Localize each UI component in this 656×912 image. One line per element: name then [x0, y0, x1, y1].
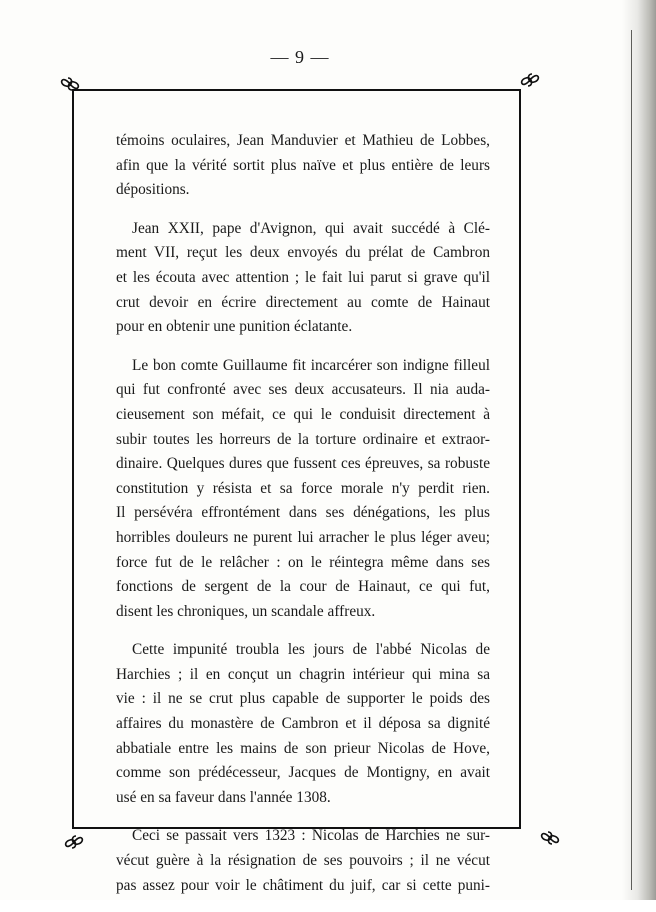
text-line: constitution y résista et sa force morale n'y perdit rien. — [116, 479, 490, 497]
text-line: Harchies ; il en conçut un chagrin intérieur qui mina sa — [116, 665, 490, 683]
corner-flourish-icon — [516, 66, 544, 94]
text-line: comme son prédécesseur, Jacques de Montigny, en avait — [116, 764, 490, 782]
text-line: et les écouta avec attention ; le fait lui parut si grave qu'il — [116, 268, 490, 286]
text-line: pour en obtenir une punition éclatante. — [116, 318, 353, 336]
text-line: afin que la vérité sortit plus naïve et plus entière de leurs — [116, 156, 490, 174]
text-line: cieusement son méfait, ce qui le conduisit directement à — [116, 405, 490, 423]
text-line: Ceci se passait vers 1323 : Nicolas de Harchies ne sur- — [132, 827, 490, 845]
text-line: dinaire. Quelques dures que fussent ces épreuves, sa robuste — [116, 455, 490, 473]
text-line: usé en sa faveur dans l'année 1308. — [116, 788, 331, 806]
text-line: vie : il ne se crut plus capable de supporter le poids des — [116, 690, 490, 708]
paragraph-2 — [116, 217, 490, 340]
text-line: ment VII, reçut les deux envoyés du prélat de Cambron — [116, 244, 490, 262]
text-line: Il persévéra effrontément dans ses dénégations, les plus — [116, 504, 490, 522]
text-line: disent les chroniques, un scandale affreux. — [116, 602, 376, 620]
text-line: subir toutes les horreurs de la torture ordinaire et extraor- — [116, 430, 490, 448]
text-line: force fut de le relâcher : on le réintegra même dans ses — [116, 553, 490, 571]
text-line: témoins oculaires, Jean Manduvier et Mathieu de Lobbes, — [116, 132, 490, 149]
text-line: Jean XXII, pape d'Avignon, qui avait succédé à Clé- — [132, 219, 490, 237]
page-edge-shadow — [622, 0, 656, 900]
text-line: Cette impunité troubla les jours de l'abbé Nicolas de — [132, 641, 490, 659]
text-line: affaires du monastère de Cambron et il déposa sa dignité — [116, 715, 490, 733]
text-line: vécut guère à la résignation de ses pouvoirs ; il ne vécut — [116, 852, 490, 870]
page-number: — 9 — — [270, 47, 330, 67]
text-line: pas assez pour voir le châtiment du juif, car si cette puni- — [116, 876, 490, 894]
text-line: abbatiale entre les mains de son prieur Nicolas de Hove, — [116, 739, 490, 757]
text-line: Le bon comte Guillaume fit incarcérer son indigne filleul — [132, 356, 490, 374]
text-line: dépositions. — [116, 181, 190, 199]
text-line: qui fut confronté avec ses deux accusateurs. Il nia auda- — [116, 381, 490, 399]
corner-flourish-icon — [56, 70, 84, 98]
corner-flourish-icon — [60, 828, 88, 856]
paragraph-4 — [116, 638, 490, 810]
text-line: crut devoir en écrire directement au comte de Hainaut — [116, 293, 490, 311]
corner-flourish-icon — [536, 824, 564, 852]
paragraph-1 — [116, 129, 490, 203]
page-edge-line — [631, 30, 632, 890]
body-text — [116, 129, 490, 912]
paragraph-3 — [116, 354, 490, 625]
paragraph-5 — [116, 824, 490, 898]
text-line: fonctions de sergent de la cour de Hainaut, ce qui fut, — [116, 578, 490, 596]
text-line: horribles douleurs ne purent lui arracher le plus léger aveu; — [116, 528, 490, 546]
